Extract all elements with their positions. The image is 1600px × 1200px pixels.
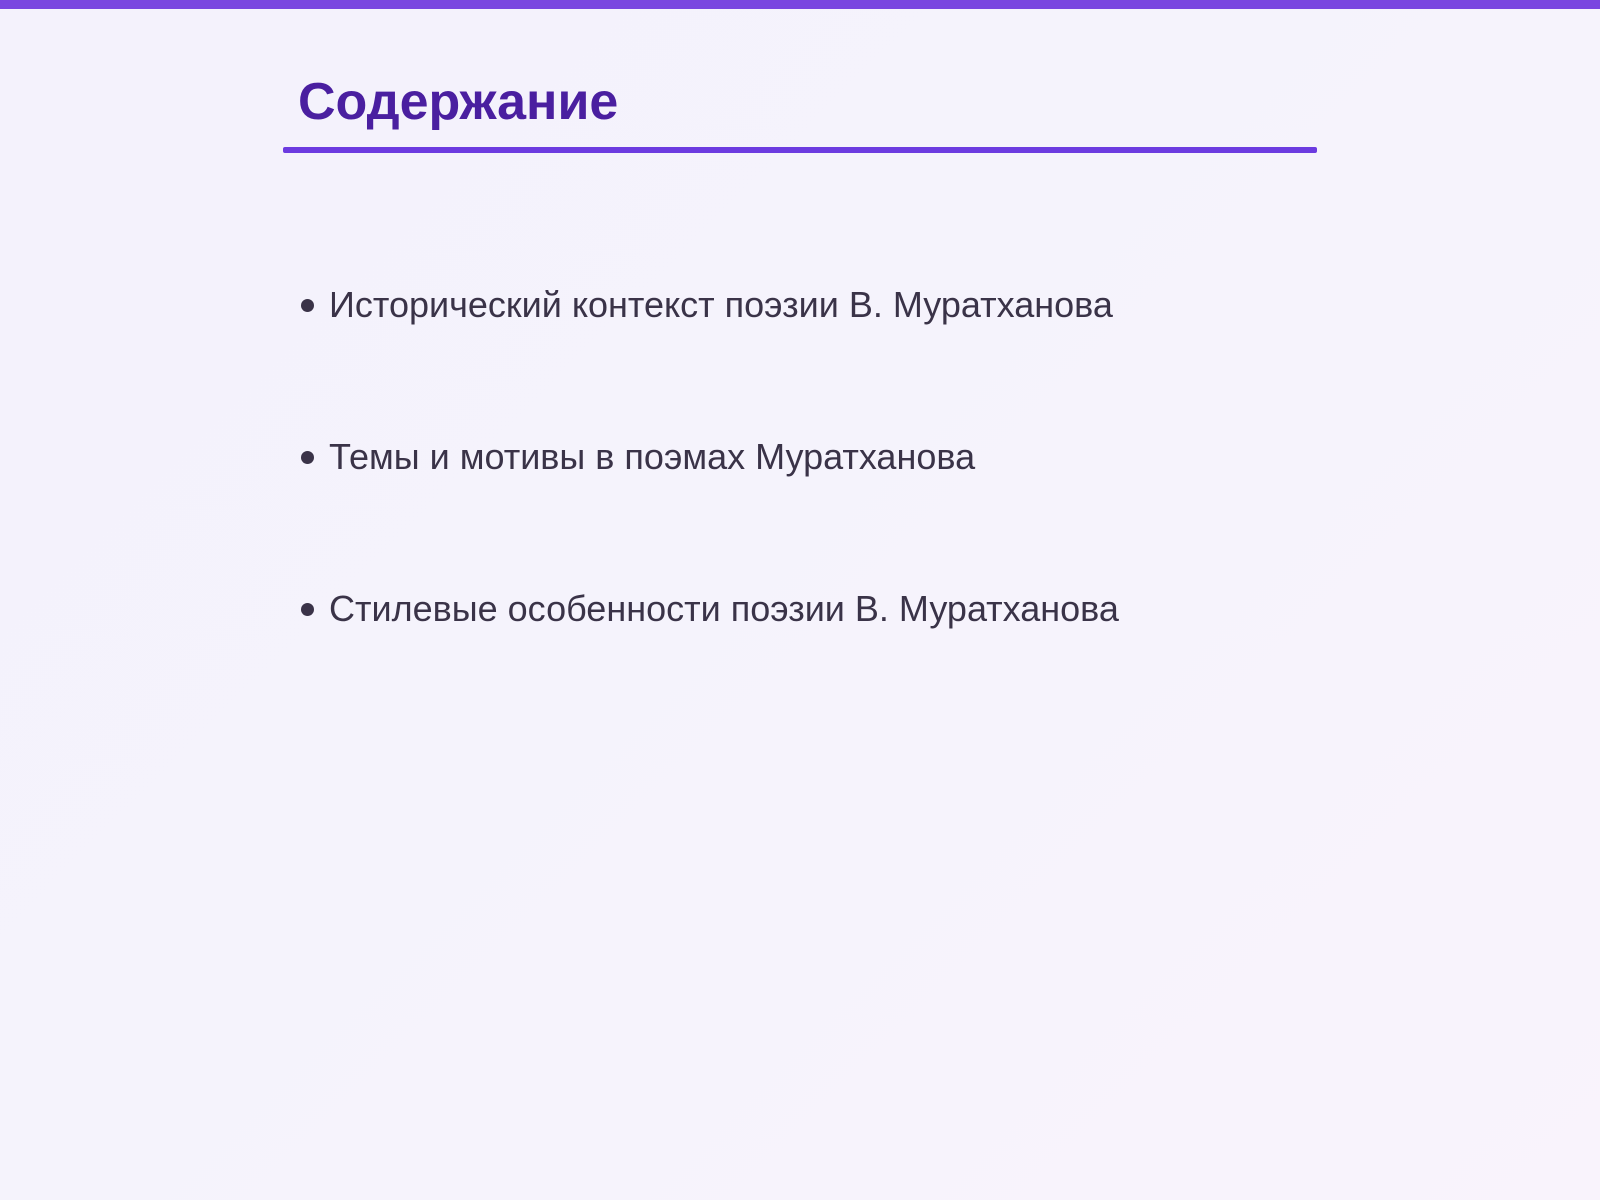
- slide-title: Содержание: [298, 73, 619, 131]
- bullet-icon: [301, 603, 314, 616]
- list-item-text: Исторический контекст поэзии В. Муратханова: [329, 284, 1113, 325]
- list-item-text: Темы и мотивы в поэмах Муратханова: [329, 436, 976, 477]
- list-item-text: Стилевые особенности поэзии В. Муратханова: [329, 588, 1119, 629]
- bullet-icon: [301, 299, 314, 312]
- bullet-icon: [301, 451, 314, 464]
- top-accent-bar: [0, 0, 1600, 9]
- title-underline: [283, 147, 1317, 153]
